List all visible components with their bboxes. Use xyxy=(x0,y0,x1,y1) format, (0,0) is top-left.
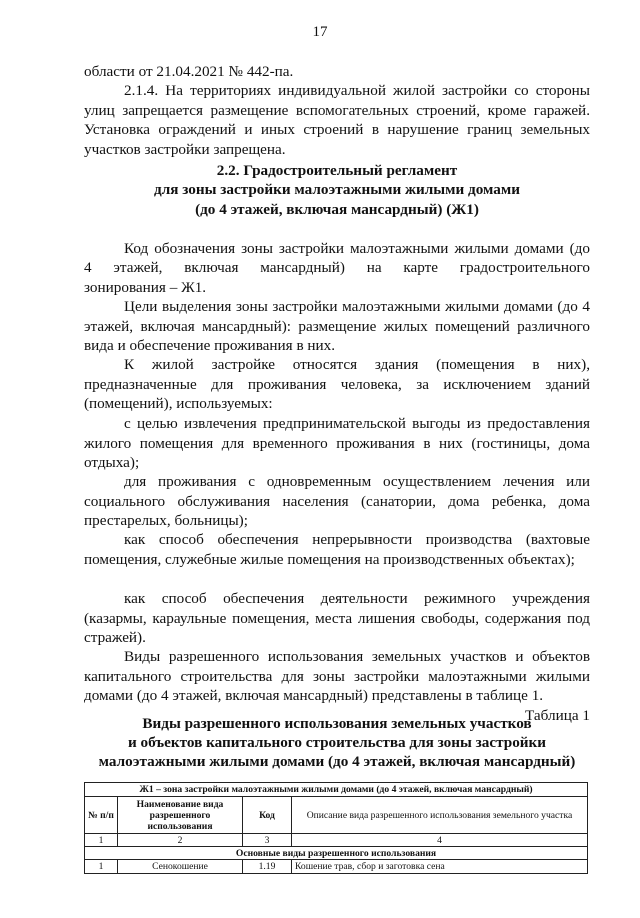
index-cell: 1 xyxy=(85,834,118,847)
section-heading-line-1: 2.2. Градостроительный регламент xyxy=(216,162,458,179)
table-row xyxy=(85,860,588,874)
production-paragraph: как способ обеспечения непрерывности производства (вахтовые помещения, служебные жилые помещения на производственных объектах); xyxy=(84,531,590,568)
zone-goals-paragraph: Цели выделения зоны застройки малоэтажными жилыми домами (до 4 этажей, включая мансардный): размещение жилых помещений различного вида и обеспечение проживания в них. xyxy=(84,298,590,354)
col-desc-header: Описание вида разрешенного использования земельного участка xyxy=(292,797,588,834)
table-column-header-row xyxy=(85,797,588,834)
section-heading-line-2: для зоны застройки малоэтажными жилыми домами xyxy=(154,181,520,198)
table-index-row xyxy=(85,834,588,847)
table-title-line-3: малоэтажными жилыми домами (до 4 этажей, включая мансардный) xyxy=(98,753,576,770)
zoning-table xyxy=(84,782,588,874)
zone-code-line-2: 4 этажей, включая мансардный) на карте градостроительного xyxy=(84,259,590,276)
types-paragraph: Виды разрешенного использования земельных участков и объектов капитального строительства для зоны застройки малоэтажными жилыми домами (до 4 этажей, включая мансардный) представлены в таблице 1. xyxy=(84,648,590,704)
index-cell: 3 xyxy=(243,834,292,847)
zone-code-line-1: Код обозначения зоны застройки малоэтажными жилыми домами (до xyxy=(124,240,590,257)
row-name-cell: Сенокошение xyxy=(118,860,243,874)
table-section-row xyxy=(85,847,588,860)
col-code-header: Код xyxy=(243,797,292,834)
row-code-cell: 1.19 xyxy=(243,860,292,874)
index-cell: 4 xyxy=(292,834,588,847)
row-num-cell: 1 xyxy=(85,860,118,874)
zone-code-line-3: зонирования – Ж1. xyxy=(84,279,207,296)
row-desc-cell: Кошение трав, сбор и заготовка сена xyxy=(292,860,588,874)
profit-paragraph: с целью извлечения предпринимательской выгоды из предоставления жилого помещения для временного проживания в них (гостиницы, дома отдыха); xyxy=(84,415,590,471)
paragraph-continuation: области от 21.04.2021 № 442-па. xyxy=(84,63,294,80)
paragraph-2-1-4: 2.1.4. На территориях индивидуальной жилой застройки со стороны улиц запрещается размещение вспомогательных строений, кроме гаражей. Установка ограждений и иных строений в нарушение границ земельных участков застройки запрещена. xyxy=(84,82,590,158)
page-number: 17 xyxy=(312,24,328,40)
residential-paragraph: К жилой застройке относятся здания (помещения в них), предназначенные для проживания человека, за исключением зданий (помещений), используемых: xyxy=(84,356,590,412)
table-label: Таблица 1 xyxy=(525,707,590,724)
index-cell: 2 xyxy=(118,834,243,847)
regime-paragraph: как способ обеспечения деятельности режимного учреждения (казармы, караульные помещения, места лишения свободы, содержания под стражей). xyxy=(84,590,590,646)
table-zone-header-row xyxy=(85,783,588,797)
table-title-line-2: и объектов капитального строительства для зоны застройки xyxy=(127,734,547,751)
treatment-paragraph: для проживания с одновременным осуществлением лечения или социального обслуживания населения (санатории, дома ребенка, дома престарелых, больницы); xyxy=(84,473,590,529)
zone-header-cell: Ж1 – зона застройки малоэтажными жилыми домами (до 4 этажей, включая мансардный) xyxy=(85,783,588,797)
section-heading-line-3: (до 4 этажей, включая мансардный) (Ж1) xyxy=(195,201,479,218)
table-title-line-1: Виды разрешенного использования земельных участков xyxy=(142,715,532,732)
main-uses-section-cell: Основные виды разрешенного использования xyxy=(85,847,588,860)
col-name-header: Наименование вида разрешенного использования xyxy=(118,797,243,834)
col-num-header: № п/п xyxy=(85,797,118,834)
